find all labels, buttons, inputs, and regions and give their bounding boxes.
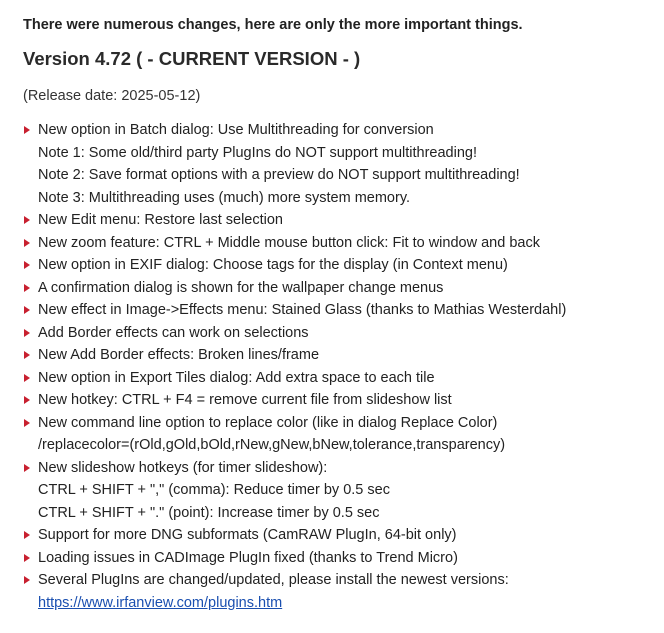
change-item [23, 119, 664, 209]
red-triangle-bullet-icon [24, 419, 30, 427]
plugins-link[interactable]: https://www.irfanview.com/plugins.htm [38, 594, 283, 611]
change-item [23, 299, 664, 322]
change-item [23, 367, 664, 390]
change-item [23, 457, 664, 525]
change-item [23, 277, 664, 300]
red-triangle-bullet-icon [24, 576, 30, 584]
change-text: Several PlugIns are changed/updated, please install the newest versions: [38, 572, 509, 588]
red-triangle-bullet-icon [24, 396, 30, 404]
change-text: Support for more DNG subformats (CamRAW PlugIn, 64-bit only) [38, 527, 457, 543]
change-note: Note 2: Save format options with a preview do NOT support multithreading! [38, 167, 520, 183]
change-item [23, 524, 664, 547]
change-note: CTRL + SHIFT + "," (comma): Reduce timer by 0.5 sec [38, 482, 390, 498]
red-triangle-bullet-icon [24, 531, 30, 539]
change-item [23, 412, 664, 457]
change-item [23, 209, 664, 232]
change-text: New option in Export Tiles dialog: Add extra space to each tile [38, 369, 435, 386]
red-triangle-bullet-icon [24, 216, 30, 224]
change-item [23, 389, 664, 412]
change-note: /replacecolor=(rOld,gOld,bOld,rNew,gNew,bNew,tolerance,transparency) [38, 437, 506, 453]
change-item [23, 322, 664, 345]
change-note: CTRL + SHIFT + "." (point): Increase timer by 0.5 sec [38, 504, 380, 521]
change-text: New Add Border effects: Broken lines/frame [38, 347, 320, 363]
change-item [23, 232, 664, 255]
red-triangle-bullet-icon [24, 261, 30, 269]
change-text: New command line option to replace color (like in dialog Replace Color) [38, 414, 498, 431]
change-text: A confirmation dialog is shown for the wallpaper change menus [38, 279, 444, 296]
change-item [23, 344, 664, 367]
change-text: New option in EXIF dialog: Choose tags for the display (in Context menu) [38, 257, 508, 273]
change-item [23, 569, 664, 614]
red-triangle-bullet-icon [24, 329, 30, 337]
red-triangle-bullet-icon [24, 374, 30, 382]
change-item [23, 547, 664, 570]
red-triangle-bullet-icon [24, 284, 30, 292]
red-triangle-bullet-icon [24, 351, 30, 359]
change-item [23, 254, 664, 277]
change-note: Note 3: Multithreading uses (much) more system memory. [38, 189, 411, 206]
change-text: New option in Batch dialog: Use Multithreading for conversion [38, 122, 434, 138]
red-triangle-bullet-icon [24, 239, 30, 247]
red-triangle-bullet-icon [24, 306, 30, 314]
change-note: Note 1: Some old/third party PlugIns do NOT support multithreading! [38, 144, 477, 161]
red-triangle-bullet-icon [24, 554, 30, 562]
change-text: New hotkey: CTRL + F4 = remove current file from slideshow list [38, 392, 452, 408]
red-triangle-bullet-icon [24, 126, 30, 134]
change-text: Add Border effects can work on selections [38, 324, 309, 341]
changes-list [23, 119, 664, 614]
intro-text: There were numerous changes, here are only the more important things. [23, 17, 523, 33]
change-text: New effect in Image->Effects menu: Stained Glass (thanks to Mathias Westerdahl) [38, 302, 567, 318]
change-text: New zoom feature: CTRL + Middle mouse button click: Fit to window and back [38, 234, 540, 251]
change-text: New slideshow hotkeys (for timer slideshow): [38, 459, 328, 476]
red-triangle-bullet-icon [24, 464, 30, 472]
version-title: Version 4.72 ( - CURRENT VERSION - ) [23, 48, 361, 69]
change-text: New Edit menu: Restore last selection [38, 212, 283, 228]
release-date: (Release date: 2025-05-12) [23, 88, 201, 104]
change-text: Loading issues in CADImage PlugIn fixed (thanks to Trend Micro) [38, 549, 458, 566]
